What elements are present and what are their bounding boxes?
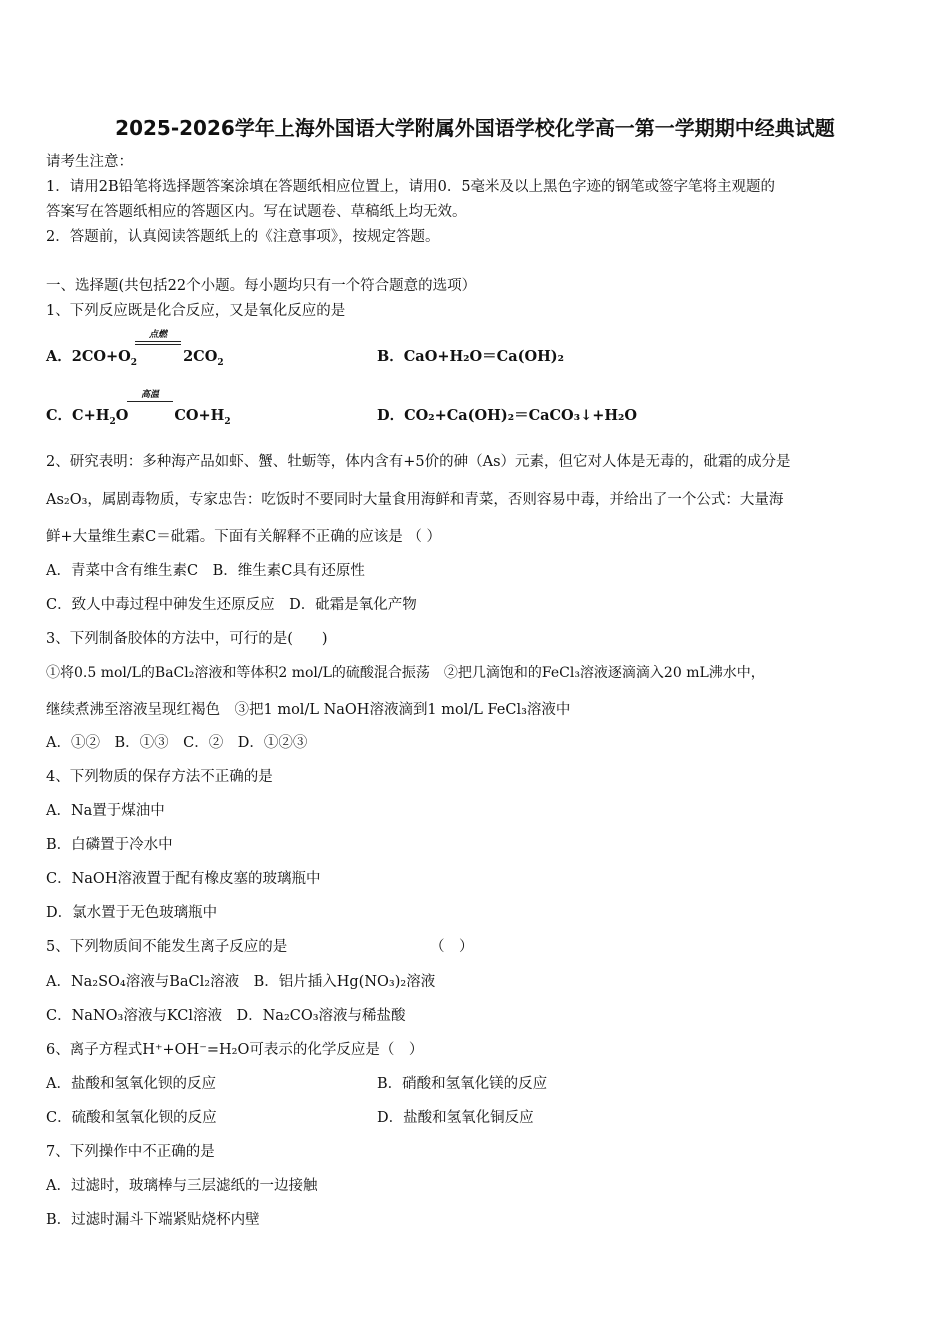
q3-stem: 3、下列制备胶体的方法中，可行的是( ) (46, 631, 328, 647)
q1-a-condition (135, 330, 181, 345)
q4-option-c: C．NaOH溶液置于配有橡皮塞的玻璃瓶中 (46, 871, 321, 887)
q5-options-ab: A．Na₂SO₄溶液与BaCl₂溶液 B．铝片插入Hg(NO₃)₂溶液 (46, 974, 436, 990)
q3-options: A．①② B．①③ C．② D．①②③ (46, 735, 308, 751)
q5-answer-paren: （ ） (430, 939, 474, 955)
q5-stem: 5、下列物质间不能发生离子反应的是 (46, 939, 288, 955)
q2-options-ab: A．青菜中含有维生素C B．维生素C具有还原性 (46, 563, 365, 579)
q1-option-a (46, 347, 224, 367)
q2-options-cd: C．致人中毒过程中砷发生还原反应 D．砒霜是氧化产物 (46, 597, 417, 613)
q5-options-cd: C．NaNO₃溶液与KCl溶液 D．Na₂CO₃溶液与稀盐酸 (46, 1008, 406, 1024)
q2-line-3: 鲜+大量维生素C＝砒霜。下面有关解释不正确的应该是 （ ） (46, 529, 441, 545)
page-title: 2025-2026学年上海外国语大学附属外国语学校化学高一第一学期期中经典试题 (115, 116, 835, 140)
q1-c-mid: O (115, 407, 129, 424)
q1-a-product-subscript: 2 (217, 357, 224, 368)
notice-line-2: 答案写在答题纸相应的答题区内。写在试题卷、草稿纸上均无效。 (46, 204, 467, 220)
q4-option-d: D．氯水置于无色玻璃瓶中 (46, 905, 218, 921)
q1-a-condition-label: 点燃 (148, 330, 167, 340)
q2-line-1: 2、研究表明：多种海产品如虾、蟹、牡蛎等，体内含有+5价的砷（As）元素，但它对人体是无毒的，砒霜的成分是 (46, 454, 791, 470)
q6-option-d: D．盐酸和氢氧化铜反应 (377, 1110, 534, 1126)
q1-option-d: D．CO₂+Ca(OH)₂＝CaCO₃↓+H₂O (377, 407, 638, 424)
q4-option-b: B．白磷置于冷水中 (46, 837, 173, 853)
q1-option-b: B．CaO+H₂O＝Ca(OH)₂ (377, 348, 564, 365)
q1-option-c (46, 406, 231, 426)
q4-stem: 4、下列物质的保存方法不正确的是 (46, 769, 273, 785)
q6-option-a: A．盐酸和氢氧化钡的反应 (46, 1076, 216, 1092)
q3-line-2: 继续煮沸至溶液呈现红褐色 ③把1 mol/L NaOH溶液滴到1 mol/L FeCl₃溶液中 (46, 702, 571, 718)
q3-line-1: ①将0.5 mol/L的BaCl₂溶液和等体积2 mol/L的硫酸混合振荡 ②把几滴饱和的FeCl₃溶液逐滴滴入20 mL沸水中， (46, 665, 765, 681)
q1-c-condition-label: 高温 (140, 390, 159, 400)
q4-option-a: A．Na置于煤油中 (46, 803, 165, 819)
q1-c-subscript: 2 (109, 416, 116, 427)
q6-stem: 6、离子方程式H⁺+OH⁻=H₂O可表示的化学反应是（ ） (46, 1042, 424, 1058)
q1-c-product: CO+H (174, 407, 225, 424)
q1-a-product: 2CO (183, 348, 218, 365)
q1-a-reactants: A．2CO+O (46, 348, 131, 365)
q1-c-reactants: C．C+H (46, 407, 110, 424)
q1-stem: 1、下列反应既是化合反应，又是氧化反应的是 (46, 303, 346, 319)
notice-heading: 请考生注意： (46, 154, 133, 170)
q6-option-c: C．硫酸和氢氧化钡的反应 (46, 1110, 217, 1126)
q1-c-arrow-line (127, 401, 173, 402)
q7-option-a: A．过滤时，玻璃棒与三层滤纸的一边接触 (46, 1178, 318, 1194)
q7-stem: 7、下列操作中不正确的是 (46, 1144, 215, 1160)
q1-c-product-subscript: 2 (224, 416, 231, 427)
q6-option-b: B．硝酸和氢氧化镁的反应 (377, 1076, 548, 1092)
notice-line-1: 1．请用2B铅笔将选择题答案涂填在答题纸相应位置上，请用0．5毫米及以上黑色字迹的钢笔或签字笔将主观题的 (46, 179, 776, 195)
q7-option-b: B．过滤时漏斗下端紧贴烧杯内壁 (46, 1212, 260, 1228)
q1-c-condition (127, 390, 173, 402)
q1-a-equals-sign (135, 341, 181, 345)
q2-line-2: As₂O₃，属剧毒物质，专家忠告：吃饭时不要同时大量食用海鲜和青菜，否则容易中毒，并给出了一个公式：大量海 (46, 492, 784, 508)
section-heading: 一、选择题(共包括22个小题。每小题均只有一个符合题意的选项） (46, 278, 477, 294)
notice-line-3: 2．答题前，认真阅读答题纸上的《注意事项》，按规定答题。 (46, 229, 440, 245)
q1-a-subscript: 2 (130, 357, 138, 368)
